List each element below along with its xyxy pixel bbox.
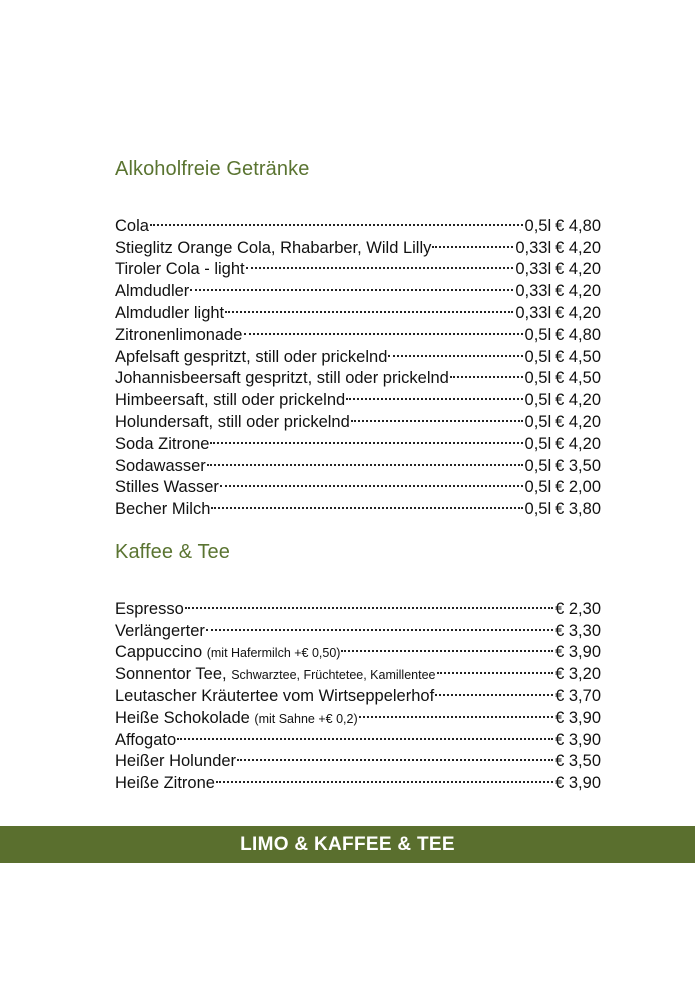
dot-leader [351, 405, 523, 427]
item-volume: 0,5l [524, 369, 552, 388]
coffee-tea-section [115, 540, 601, 793]
menu-item [115, 614, 601, 640]
dot-leader [237, 745, 553, 767]
item-name-text: Heiße Schokolade [115, 708, 250, 727]
menu-item [115, 209, 601, 235]
menu-item [115, 723, 601, 749]
dot-leader [359, 701, 554, 723]
item-name [115, 347, 387, 369]
item-name-text: Verlängerter [115, 621, 205, 640]
item-volume: 0,5l [524, 478, 552, 497]
item-name-text: Zitronenlimonade [115, 325, 243, 344]
dot-leader [341, 636, 553, 658]
dot-leader [244, 318, 523, 340]
item-name-text: Leutascher Kräutertee vom Wirtseppelerhof [115, 686, 435, 705]
item-name-text: Stieglitz Orange Cola, Rhabarber, Wild Lilly [115, 238, 432, 257]
item-price: € 2,30 [555, 599, 601, 618]
dot-leader [432, 231, 513, 253]
menu-list [115, 209, 601, 519]
item-name-text: Becher Milch [115, 500, 211, 519]
dot-leader [185, 592, 553, 614]
item-name-text: Apfelsaft gespritzt, still oder prickelnd [115, 347, 388, 366]
menu-item [115, 592, 601, 618]
item-price: € 4,20 [555, 412, 601, 431]
menu-list [115, 592, 601, 793]
section-title: Alkoholfreie Getränke [115, 158, 310, 180]
item-volume: 0,33l [515, 282, 552, 301]
dot-leader [388, 340, 522, 362]
dot-leader [206, 614, 553, 636]
item-name-text: Cola [115, 216, 149, 235]
item-name [115, 773, 215, 795]
item-name [115, 216, 149, 238]
item-name-text: Heiße Zitrone [115, 774, 215, 793]
dot-leader [346, 383, 522, 405]
item-volume: 0,5l [524, 325, 552, 344]
item-price: € 3,90 [555, 708, 601, 727]
item-name [115, 434, 209, 456]
item-name-text: Almdudler light [115, 303, 225, 322]
item-price: € 3,80 [555, 500, 601, 519]
item-volume: 0,5l [524, 391, 552, 410]
dot-leader [207, 449, 523, 471]
dot-leader [177, 723, 553, 745]
footer-banner [0, 826, 695, 863]
item-volume: 0,33l [515, 303, 552, 322]
item-name-text: Cappuccino [115, 643, 203, 662]
section-title: Kaffee & Tee [115, 541, 230, 563]
dot-leader [220, 471, 523, 493]
item-name [115, 664, 436, 687]
softdrinks-section [115, 157, 601, 519]
item-volume: 0,5l [524, 500, 552, 519]
item-name [115, 325, 243, 347]
item-price: € 3,90 [555, 774, 601, 793]
item-name-text: Espresso [115, 599, 184, 618]
item-note: (mit Hafermilch +€ 0,50) [206, 646, 341, 661]
item-price: € 4,20 [555, 434, 601, 453]
item-volume: 0,5l [524, 412, 552, 431]
dot-leader [450, 362, 523, 384]
item-name [115, 477, 219, 499]
item-price: € 4,20 [555, 282, 601, 301]
item-name-text: Soda Zitrone [115, 434, 210, 453]
item-name-text: Almdudler [115, 282, 190, 301]
item-volume: 0,33l [515, 260, 552, 279]
item-name-text: Holundersaft, still oder prickelnd [115, 412, 350, 431]
item-price: € 3,50 [555, 752, 601, 771]
item-price: € 4,20 [555, 260, 601, 279]
item-price: € 3,90 [555, 730, 601, 749]
item-name [115, 281, 189, 303]
dot-leader [246, 253, 514, 275]
item-name [115, 642, 340, 665]
item-price: € 4,80 [555, 216, 601, 235]
item-price: € 4,20 [555, 238, 601, 257]
item-name-text: Heißer Holunder [115, 752, 237, 771]
item-name [115, 599, 184, 621]
item-volume: 0,5l [524, 216, 552, 235]
item-price: € 4,20 [555, 391, 601, 410]
item-price: € 2,00 [555, 478, 601, 497]
dot-leader [190, 274, 513, 296]
item-name-text: Johannisbeersaft gespritzt, still oder prickelnd [115, 369, 449, 388]
dot-leader [216, 766, 553, 788]
dot-leader [211, 492, 522, 514]
item-name [115, 730, 176, 752]
item-name-text: Sonnentor Tee, [115, 665, 227, 684]
dot-leader [435, 679, 553, 701]
dot-leader [225, 296, 513, 318]
item-name [115, 390, 345, 412]
item-price: € 3,20 [555, 665, 601, 684]
item-volume: 0,5l [524, 434, 552, 453]
item-name-text: Affogato [115, 730, 177, 749]
menu-item [115, 745, 601, 771]
item-price: € 3,90 [555, 643, 601, 662]
item-name-text: Stilles Wasser [115, 478, 219, 497]
item-price: € 4,50 [555, 347, 601, 366]
item-name [115, 499, 210, 521]
item-price: € 3,50 [555, 456, 601, 475]
item-name-text: Himbeersaft, still oder prickelnd [115, 391, 346, 410]
dot-leader [210, 427, 522, 449]
item-price: € 4,20 [555, 303, 601, 322]
item-price: € 4,50 [555, 369, 601, 388]
item-volume: 0,5l [524, 347, 552, 366]
dot-leader [150, 209, 523, 231]
item-name [115, 621, 205, 643]
item-note: (mit Sahne +€ 0,2) [254, 711, 358, 726]
banner-text: LIMO & KAFFEE & TEE [240, 833, 455, 855]
item-name-text: Sodawasser [115, 456, 206, 475]
item-name [115, 456, 206, 478]
item-note: Schwarztee, Früchtetee, Kamillentee [231, 668, 436, 683]
item-price: € 3,70 [555, 686, 601, 705]
dot-leader [437, 657, 554, 679]
item-volume: 0,33l [515, 238, 552, 257]
item-volume: 0,5l [524, 456, 552, 475]
item-name-text: Tiroler Cola - light [115, 260, 245, 279]
item-name [115, 303, 224, 325]
item-price: € 3,30 [555, 621, 601, 640]
item-price: € 4,80 [555, 325, 601, 344]
